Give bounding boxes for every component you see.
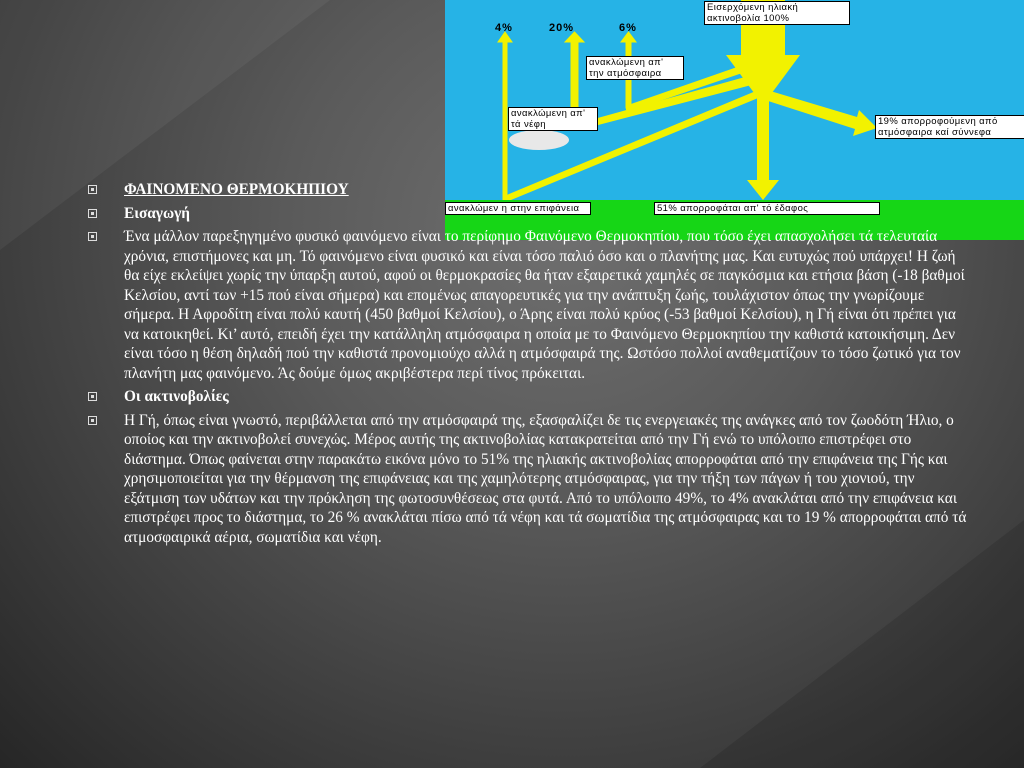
bullet-icon xyxy=(88,185,97,194)
heading-item xyxy=(88,204,968,224)
label-reflected-clouds: ανακλώμενη απ' τά νέφη xyxy=(508,107,598,131)
slide-body xyxy=(88,180,968,547)
label-absorbed-ground: 51% απορροφάται απ' τό έδαφος xyxy=(654,202,880,215)
label-reflected-surface: ανακλώμεν η στην επιφάνεια xyxy=(445,202,591,215)
paragraph-item xyxy=(88,411,968,548)
bullet-icon xyxy=(88,392,97,401)
cloud xyxy=(509,130,569,150)
label-reflected-atmosphere: ανακλώμενη απ' την ατμόσφαιρα xyxy=(586,56,684,80)
bullet-icon xyxy=(88,232,97,241)
pct-4: 4% xyxy=(495,22,513,34)
bullet-icon xyxy=(88,209,97,218)
pct-20: 20% xyxy=(549,22,575,34)
paragraph-intro: Ένα μάλλον παρεξηγημένο φυσικό φαινόμενο είναι το περίφημο Φαινόμενο Θερμοκηπίου, που τόσο έχει απασχολήσει τά τελευταία χρόνια, επιστήμονες και μη. Τό φαινόμενο είναι φυσικό και είναι τόσο παλιό όσο και ο πλανήτης μας. Και ευτυχώς πού υπάρχει! Η ζωή θα είχε εκλείψει χωρίς την ύπαρξη αυτού, αφού οι θερμοκρασίες θα ήταν εξαιρετικά χαμηλές σε παγκόσμια και ετήσια βάση (-18 βαθμοί Κελσίου, αντί των +15 πού είναι σήμερα) και επομένως απαγορευτικές για την ανάπτυξη ζωής, τουλάχιστον όπως την γνωρίζουμε σήμερα. Η Αφροδίτη είναι πολύ καυτή (450 βαθμοί Κελσίου), ο Άρης είναι πολύ κρύος (-53 βαθμοί Κελσίου), η Γή είναι ότι πρέπει για να κατοικηθεί. Κι’ αυτό, επειδή έχει την κατάλληλη ατμόσφαιρα η οποία με το Φαινόμενο Θερμοκηπίου την καθιστά κατοικήσιμη. Δεν είναι τόσο η θέση δηλαδή πού την καθιστά προνομιούχο αλλά η ατμόσφαιρά της. Ωστόσο πολλοί αναθεματίζουν το τόσο ζωτικό για τον πλανήτη μας φαινόμενο. Άς δούμε όμως ακριβέστερα περί τίνος πρόκειται. xyxy=(124,228,965,382)
label-incoming: Εισερχόμενη ηλιακή ακτινοβολία 100% xyxy=(704,1,850,25)
title-item xyxy=(88,180,968,200)
heading-item xyxy=(88,387,968,407)
paragraph-radiation: Η Γή, όπως είναι γνωστό, περιβάλλεται από την ατμόσφαιρά της, εξασφαλίζει δε τις ενεργειακές της ανάγκες από τον ζωοδότη Ήλιο, ο οποίος και την ακτινοβολεί συνεχώς. Μέρος αυτής της ακτινοβολίας κατακρατείται από την Γή ενώ το υπόλοιπο επιστρέφει στο διάστημα. Όπως φαίνεται στην παρακάτω εικόνα μόνο το 51% της ηλιακής ακτινοβολίας απορροφάται από την επιφάνεια της Γής και χρησιμοποιείται για την θέρμανση της επιφάνειας και της χαμηλότερης ατμόσφαιρας, για την τήξη των πάγων ή του χιονιού, την εξάτμιση των υδάτων και την πρόκληση της φωτοσυνθέσεως στα φυτά. Από το υπόλοιπο 49%, το 4% ανακλάται από την επιφάνεια και επιστρέφει προς το διάστημα, το 26 % ανακλάται πίσω από τά νέφη και τά σωματίδια της ατμόσφαιρας και το 19 % απορροφάται από τά ατμοσφαιρικά αέρια, σωματίδια και νέφη. xyxy=(124,411,967,546)
bullet-icon xyxy=(88,416,97,425)
paragraph-item xyxy=(88,227,968,383)
arrow-absorbed xyxy=(765,90,877,136)
ground-shaft xyxy=(757,95,769,185)
section-heading-intro: Εισαγωγή xyxy=(124,204,190,222)
pct-6: 6% xyxy=(619,22,637,34)
section-heading-radiation: Οι ακτινοβολίες xyxy=(124,388,229,405)
label-absorbed-atmosphere: 19% απορροφούμενη από ατμόσφαιρα καί σύννεφα xyxy=(875,115,1024,139)
slide-title: ΦΑΙΝΟΜΕΝΟ ΘΕΡΜΟΚΗΠΙΟΥ xyxy=(124,181,349,198)
